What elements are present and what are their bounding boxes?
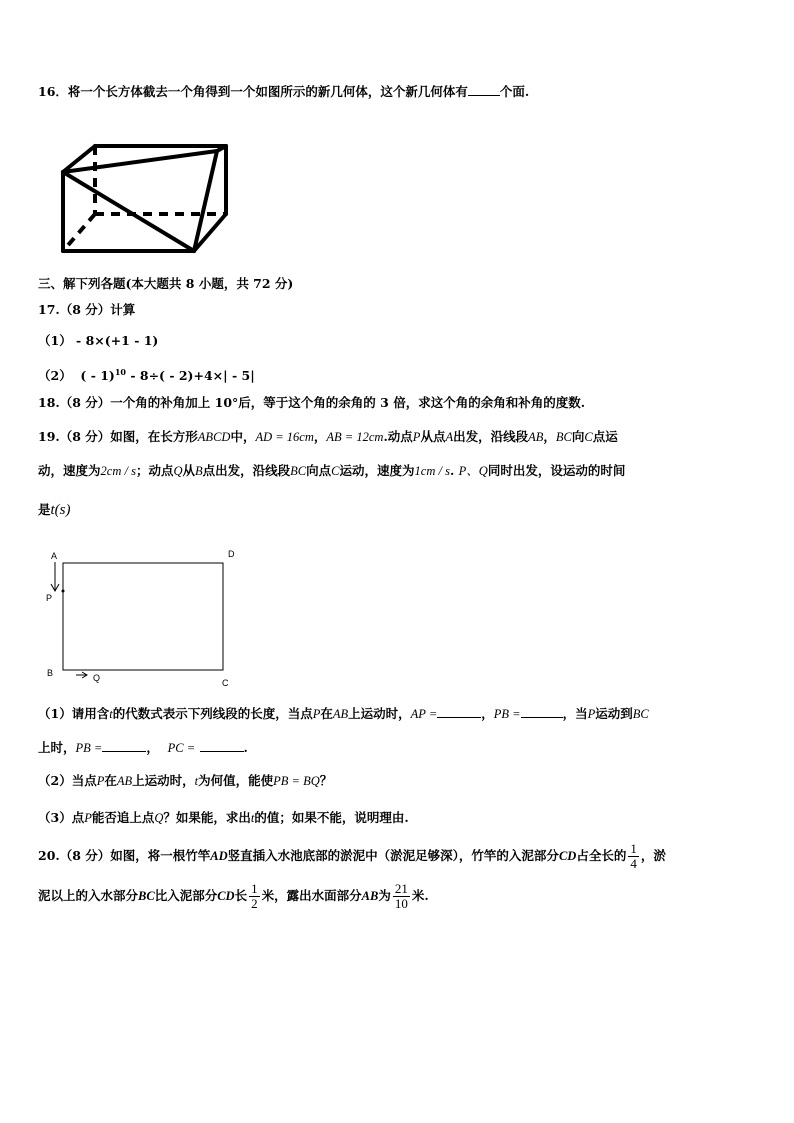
q19-l1-a: 19.（8 分）如图，在长方形 [38, 429, 198, 444]
q19-s1-p2: P [587, 707, 596, 721]
q19-time-var: t(s) [50, 502, 71, 518]
q19-s1-c: 在 [320, 706, 333, 721]
q19-s1-pb2: PB = [75, 741, 103, 755]
q20-l2-e: 为 [378, 888, 391, 903]
q20-l1-a: 20.（8 分）如图，将一根竹竿 [38, 848, 211, 863]
q19-l2-b: ；动点 [135, 463, 174, 478]
q17-part2-exponent: 10 [114, 367, 126, 377]
q20-fraction-21-10 [393, 882, 410, 911]
q19-s2-e: ？ [319, 773, 333, 788]
q20-l1-ad: AD [210, 849, 228, 863]
q19-s3-p: P [84, 811, 92, 825]
q19-l2-h: 同时出发，设运动的时间 [487, 463, 626, 478]
q19-l1-f: 出发，沿线段 [453, 429, 529, 444]
q19-l1-c: ， [313, 429, 327, 444]
q19-s2-p: P [96, 774, 105, 788]
q19-l1-a2: A [445, 430, 454, 444]
q20-frac2-numerator: 1 [251, 881, 258, 896]
q19-s2-d: 为何值，能使 [198, 773, 274, 788]
q19-sub2 [38, 773, 332, 789]
q19-l1-i: 点运 [592, 429, 618, 444]
section3-heading: 三、解下列各题(本大题共 8 小题，共 72 分) [38, 276, 294, 291]
q19-l2-a: 动，速度为 [38, 463, 101, 478]
q20-frac1-denominator: 4 [630, 856, 637, 871]
rectangle-abcd [63, 563, 223, 670]
point-p-dot [62, 590, 65, 593]
q19-s1-h: 上时， [38, 740, 76, 755]
q17-part2 [38, 364, 255, 384]
q19-s1-d: 上运动时， [348, 706, 411, 721]
q19-s1-ab: AB [332, 707, 349, 721]
q19-pb2-blank [102, 740, 146, 752]
q19-s3-t: t [250, 811, 255, 825]
q16-text-before: 16．将一个长方体截去一个角得到一个如图所示的新几何体，这个新几何体有 [38, 84, 468, 99]
q19-l3-a: 是 [38, 502, 51, 517]
q19-line3 [38, 502, 71, 518]
q19-l2-q: Q [173, 464, 183, 478]
q19-s3-c: ？如果能，求出 [163, 810, 251, 825]
q17-part2-rest: - 8÷( - 2)+4×| - 5| [125, 368, 255, 384]
q20-fraction-one-half [249, 882, 260, 911]
q19-speed-q: 1cm / s [414, 464, 450, 478]
q17-part1: （1） - 8×(+1 - 1) [38, 333, 159, 348]
q20-l1-cd: CD [558, 849, 577, 863]
q17-title: 17.（8 分）计算 [38, 302, 136, 317]
label-d: D [228, 549, 235, 559]
q19-s1-bc: BC [632, 707, 649, 721]
q19-sub1-line2 [38, 740, 248, 756]
q19-s1-ap: AP = [410, 707, 438, 721]
q19-s2-c: 上运动时， [132, 773, 195, 788]
q19-rectangle-figure [40, 546, 250, 691]
q19-l1-h: 向 [571, 429, 585, 444]
label-q: Q [93, 673, 101, 683]
q19-ab-length: AB = 12cm [326, 430, 384, 444]
q18-text: 18.（8 分）一个角的补角加上 10°后，等于这个角的余角的 3 倍，求这个角的余角和补角的度数. [38, 395, 586, 410]
q19-s1-pb: PB = [493, 707, 521, 721]
q20-frac3-denominator: 10 [394, 896, 408, 911]
q19-l2-bp: B [195, 464, 203, 478]
q19-s1-a: （1）请用含 [38, 706, 110, 721]
q19-l2-bc: BC [290, 464, 307, 478]
q19-pc-blank [200, 740, 244, 752]
q19-s1-i: ， [146, 740, 159, 755]
q19-pb-blank [521, 706, 563, 718]
q19-s1-p: P [312, 707, 321, 721]
q19-line1 [38, 429, 618, 445]
q20-l2-c: 长 [234, 888, 248, 903]
q19-l2-d: 点出发，沿线段 [202, 463, 291, 478]
q19-l1-e: 从点 [420, 429, 446, 444]
q20-l2-f: 米. [411, 888, 429, 903]
q19-l1-seg1: AB [528, 430, 544, 444]
q19-s1-t: t [109, 707, 113, 721]
q19-s2-ab: AB [116, 774, 133, 788]
q19-l2-g: . [449, 463, 455, 478]
q19-s3-a: （3）点 [38, 810, 85, 825]
edge-cut-diagonal [63, 172, 194, 251]
q20-l2-d: 米，露出水面部分 [261, 888, 362, 903]
q16-text [38, 84, 529, 100]
label-c: C [222, 678, 229, 688]
q19-s3-d: 的值；如果不能，说明理由. [254, 810, 409, 825]
q19-s1-e: ， [481, 706, 494, 721]
q20-l2-a: 泥以上的入水部分 [38, 888, 139, 903]
q20-l1-d: ，淤 [640, 848, 666, 863]
q19-l1-b: 中， [230, 429, 256, 444]
q20-l2-cd: CD [217, 889, 235, 903]
q20-l1-c: 占全长的 [576, 848, 627, 863]
q16-text-after: 个面. [499, 84, 530, 99]
q19-l2-c: 从 [182, 463, 195, 478]
q19-l1-d: .动点 [383, 429, 413, 444]
q20-frac3-numerator: 21 [394, 881, 408, 896]
q19-sub1-line1 [38, 706, 649, 722]
q16-answer-blank [468, 84, 500, 96]
q20-l2-b: 比入泥部分 [154, 888, 218, 903]
q19-s2-b: 在 [104, 773, 117, 788]
q19-s2-eq: PB = BQ [273, 774, 320, 788]
q16-cuboid-figure [55, 138, 255, 263]
q20-l2-ab: AB [361, 889, 379, 903]
q19-s2-a: （2）当点 [38, 773, 97, 788]
q19-s3-q: Q [154, 811, 164, 825]
q19-ap-blank [437, 706, 481, 718]
q20-l1-b: 竖直插入水池底部的淤泥中（淤泥足够深），竹竿的入泥部分 [227, 848, 559, 863]
q19-s1-g: 运动到 [595, 706, 633, 721]
q20-line2 [38, 878, 429, 914]
q19-l2-pq: P、Q [458, 464, 488, 478]
q19-l1-c2: C [584, 430, 593, 444]
q19-s2-t: t [194, 774, 199, 788]
q19-l1-seg2: BC [555, 430, 572, 444]
q19-sub3 [38, 810, 409, 826]
q17-part2-label: （2） [38, 368, 72, 384]
q19-s1-pc: PC = [167, 741, 196, 755]
q19-rect-name: ABCD [197, 430, 231, 444]
q20-frac1-numerator: 1 [630, 841, 637, 856]
q19-ad-length: AD = 16cm [255, 430, 314, 444]
q19-l1-g: ， [543, 429, 556, 444]
q19-speed-p: 2cm / s [100, 464, 136, 478]
q19-s1-j: . [243, 740, 248, 755]
q20-l2-bc: BC [138, 889, 155, 903]
q19-l2-f: 运动，速度为 [339, 463, 415, 478]
q17-part2-base: ( - 1) [80, 368, 115, 384]
q20-line1 [38, 838, 666, 874]
q20-fraction-one-quarter [628, 842, 639, 871]
q19-s3-b: 能否追上点 [91, 810, 155, 825]
q19-s1-b: 的代数式表示下列线段的长度，当点 [112, 706, 313, 721]
q19-s1-f: ，当 [562, 706, 588, 721]
label-p: P [46, 593, 53, 603]
q19-l2-e: 向点 [306, 463, 332, 478]
q19-line2 [38, 463, 625, 479]
q19-l2-cp: C [331, 464, 340, 478]
q20-frac2-denominator: 2 [251, 896, 258, 911]
q19-l1-p: P [412, 430, 421, 444]
label-a: A [51, 551, 58, 561]
label-b: B [47, 668, 54, 678]
hidden-edge-bottom-left [63, 214, 95, 251]
